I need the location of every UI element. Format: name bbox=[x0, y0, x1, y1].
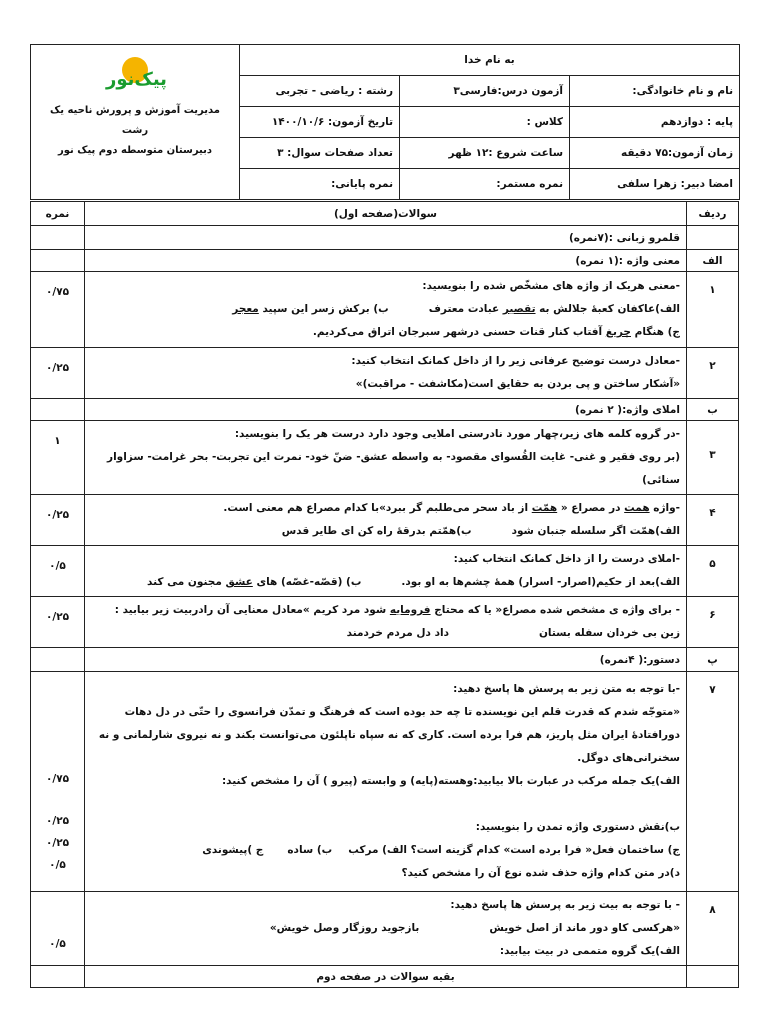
continuous-score-field: نمره مستمر: bbox=[400, 169, 570, 200]
section-id: الف bbox=[687, 250, 739, 272]
org-name: مدیریت آموزش و پرورش ناحیه یک رشت bbox=[50, 105, 220, 136]
question-1: -معنی هریک از واژه های مشخّص شده را بنویسید: الف)عاکفان کعبهٔ جلالش به تقصیر عبادت معترفب) برکش زسر این سپید معجر ج) هنگام چریغ آفتاب کنار قنات حسنی درشهر سبرجان اتراق می‌کردیم. bbox=[85, 272, 687, 348]
section-id: پ bbox=[687, 648, 739, 672]
question-7-scores bbox=[31, 672, 85, 892]
basmala: به نام خدا bbox=[240, 45, 740, 76]
question-5: -املای درست را از داخل کمانک انتخاب کنید: الف)بعد از حکیم(اصرار- اسرار) همهٔ چشم‌ها به او بود.ب) (قصّه-غصّه) های عشق مجنون می کند bbox=[85, 546, 687, 597]
question-number: ۲ bbox=[687, 348, 739, 399]
school-name: دبیرستان متوسطه دوم پیک نور bbox=[57, 145, 213, 156]
final-score-field: نمره پایانی: bbox=[240, 169, 400, 200]
question-number: ۳ bbox=[687, 421, 739, 495]
column-questions-header: سوالات(صفحه اول) bbox=[85, 202, 687, 226]
class-field: کلاس : bbox=[400, 107, 570, 138]
column-row-header: ردیف bbox=[687, 202, 739, 226]
question-score: ۰/۲۵ bbox=[31, 597, 85, 648]
start-time: ساعت شروع :۱۲ ظهر bbox=[400, 138, 570, 169]
teacher-signature: امضا دبیر: زهرا سلفی bbox=[570, 169, 740, 200]
exam-date: تاریخ آزمون: ۱۴۰۰/۱۰/۶ bbox=[240, 107, 400, 138]
question-8: - با توجه به بیت زیر به پرسش ها پاسخ دهید: «هرکسی کاو دور ماند از اصل خویشبازجوید روزگار وصل خویش» الف)یک گروه متممی در بیت بیابید: bbox=[85, 892, 687, 966]
question-4: -واژه همت در مصراع « همّت از باد سحر می‌طلبم گر ببرد»با کدام مصراع هم معنی است. الف)همّت اگر سلسله جنبان شودب)همّتم بدرقهٔ راه کن ای طایر قدس bbox=[85, 495, 687, 546]
question-number: ۱ bbox=[687, 272, 739, 348]
question-number: ۴ bbox=[687, 495, 739, 546]
exam-subject: آزمون درس:فارسی۳ bbox=[400, 76, 570, 107]
question-score: ۰/۲۵ bbox=[45, 837, 70, 849]
section-title: معنی واژه :(۱ نمره) bbox=[85, 250, 687, 272]
section-id: ب bbox=[687, 399, 739, 421]
question-number: ۸ bbox=[687, 892, 739, 966]
questions-table bbox=[30, 201, 739, 988]
school-info bbox=[31, 45, 240, 200]
question-number: ۷ bbox=[687, 672, 739, 892]
question-score: ۰/۷۵ bbox=[31, 272, 85, 348]
exam-header bbox=[30, 44, 740, 200]
question-3: -در گروه کلمه های زیر،چهار مورد نادرستی املایی وجود دارد درست هر یک را بنویسید: (بر روی فقیر و غنی- غایت القُسوای مقصود- به واسطه عشق- ضنّ خود- نمرت این تجربت- بحر غرامت- سزاوار سنائی) bbox=[85, 421, 687, 495]
question-score: ۰/۲۵ bbox=[31, 348, 85, 399]
question-score: ۰/۵ bbox=[31, 892, 85, 966]
question-score: ۰/۵ bbox=[31, 546, 85, 597]
question-number: ۵ bbox=[687, 546, 739, 597]
question-2: -معادل درست توضیح عرفانی زیر را از داخل کمانک انتخاب کنید: «آشکار ساختن و پی بردن به حقایق است(مکاشفت - مراقبت)» bbox=[85, 348, 687, 399]
student-name-field: نام و نام خانوادگی: bbox=[570, 76, 740, 107]
question-score: ۰/۲۵ bbox=[31, 495, 85, 546]
exam-duration: زمان آزمون:۷۵ دقیقه bbox=[570, 138, 740, 169]
continued-note: بقیه سوالات در صفحه دوم bbox=[85, 966, 687, 988]
question-score: ۰/۷۵ bbox=[45, 773, 70, 785]
question-score: ۰/۲۵ bbox=[45, 815, 70, 827]
page-count: تعداد صفحات سوال: ۳ bbox=[240, 138, 400, 169]
section-title: دستور:( ۴نمره) bbox=[85, 648, 687, 672]
section-linguistic: قلمرو زبانی :(۷نمره) bbox=[85, 226, 687, 250]
logo-text: پیک‌نور bbox=[106, 69, 167, 90]
question-score: ۱ bbox=[31, 421, 85, 495]
section-title: املای واژه:( ۲ نمره) bbox=[85, 399, 687, 421]
question-7: -با توجه به متن زیر به پرسش ها پاسخ دهید: «متوجّه شدم که قدرت قلم این نویسنده تا چه حد بوده است که فرهنگ و تمدّن فرانسوی را حتّی در دل دهات دورافتادهٔ ایران مثل پاریز، هم فرا برده است. کاری که نه سپاه ناپلئون می‌توانست بکند و نه نیروی شارلمانی و نه سخنرانی‌های دوگل. الف)یک جمله مرکب در عبارت بالا بیابید:وهسته(پایه) و وابسته (پیرو ) آن را مشخص کنید: ب)نقش دستوری واژه تمدن را بنویسید: ج) ساختمان فعل« فرا برده است» کدام گزینه است؟ الف) مرکبب) سادهج )پیشوندی د)در متن کدام واژه حذف شده نوع آن را مشخص کنید؟ bbox=[85, 672, 687, 892]
question-6: - برای واژه ی مشخص شده مصراع« یا که محتاج فرومایه شود مرد کریم »معادل معنایی آن رادربیت زیر بیابید : زین بی خردان سفله بستانداد دل مردم خردمند bbox=[85, 597, 687, 648]
field-of-study: رشته : ریاضی - تجربی bbox=[240, 76, 400, 107]
column-score-header: نمره bbox=[31, 202, 85, 226]
question-score: ۰/۵ bbox=[49, 859, 66, 871]
question-number: ۶ bbox=[687, 597, 739, 648]
school-logo bbox=[100, 55, 170, 95]
grade-level: پایه : دوازدهم bbox=[570, 107, 740, 138]
